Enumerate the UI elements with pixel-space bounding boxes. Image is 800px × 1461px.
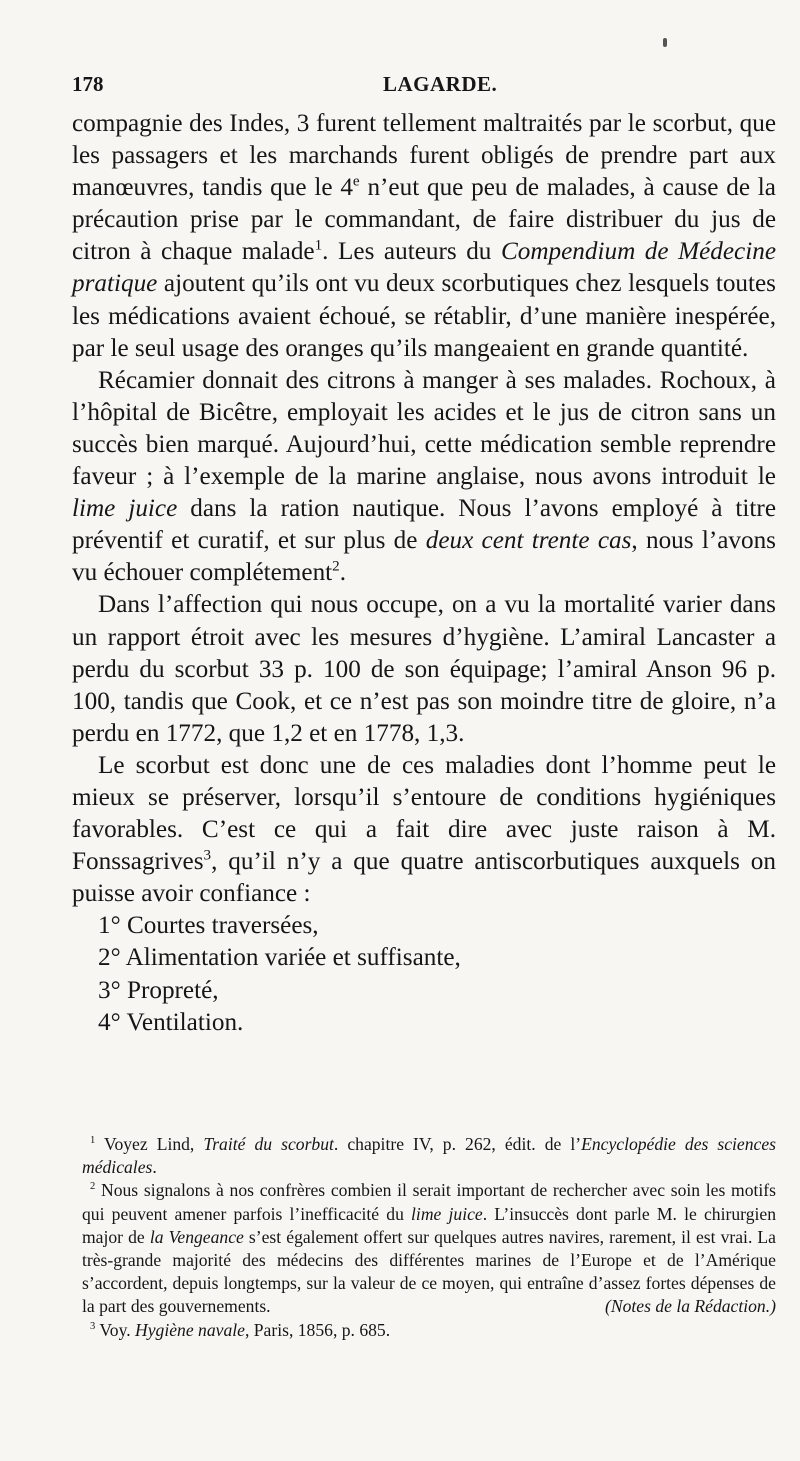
italic-title: Encyclopédie des sciences médicales [82, 1134, 777, 1178]
list-item: 1° Courtes traversées, [98, 912, 319, 940]
text-run: Récamier donnait des citrons à manger à ses malades. Rochoux, à l’hôpital de Bicêtre, employait les acides et le jus de citron sans un succès bien marqué. Aujourd’hui, cette médication semble reprendre faveur ; à l’exemple de la marine anglaise, nous avons introduit le [72, 366, 776, 491]
footnote-number: 3 [90, 1320, 96, 1332]
footnote-number: 2 [90, 1181, 96, 1193]
text-run: Voy. [95, 1319, 136, 1340]
ink-mark [663, 38, 667, 47]
text-run: . [339, 559, 347, 587]
running-title: LAGARDE. [383, 72, 498, 96]
text-run: . L’insuccès dont parle M. le chirurgien major de [82, 1203, 776, 1247]
editorial-note: (Notes de la Rédaction.) [604, 1296, 776, 1317]
text-run: . chapitre IV, p. 262, édit. de l’ [333, 1134, 582, 1154]
footnote-1 [82, 1133, 776, 1179]
text-run: compagnie des Indes, 3 furent tellement maltraités par le scorbut, que les passagers et les marchands furent obligés de prendre part aux manœuvres, tandis que le 4 [72, 110, 776, 202]
text-run: Voyez Lind, [95, 1134, 204, 1154]
italic-title: Hygiène navale [135, 1319, 245, 1340]
footnotes [82, 1133, 776, 1342]
text-run: , qu’il n’y a que quatre antiscorbutiques auxquels on puisse avoir confiance : [72, 848, 776, 908]
page-number: 178 [72, 72, 104, 96]
italic-term: lime juice [72, 495, 178, 523]
text-run: ajoutent qu’ils ont vu deux scorbutiques chez lesquels toutes les médications avaient échoué, se rétablir, d’une manière inespérée, par le seul usage des oranges qu’ils mangeaient en grande quantité. [72, 270, 776, 362]
text-run: s’est également offert sur quelques autres navires, rarement, il est vrai. La très-grande majorité des médecins des différentes marines de l’Europe et de l’Amérique s’accordent, depuis longtemps, sur la valeur de ce moyen, qui entraîne d’assez fortes dépenses de la part des gouvernements. [82, 1226, 776, 1317]
antiscorbutic-list [72, 910, 776, 1038]
text-run: . Les auteurs du [322, 238, 501, 266]
footnote-number: 1 [90, 1135, 96, 1147]
list-item: 2° Alimentation variée et suffisante, [98, 944, 461, 972]
text-run: , Paris, 1856, p. 685. [244, 1319, 391, 1340]
text-run: n’eut que peu de malades, à cause de la précaution prise par le commandant, de faire distribuer du jus de citron à chaque malade [72, 174, 776, 266]
text-run: dans la ration nautique. Nous l’avons employé à titre préventif et curatif, et sur plus de [72, 495, 776, 555]
main-text [72, 108, 776, 1039]
text-run: , nous l’avons vu échouer complétement [72, 527, 776, 587]
paragraph-3: Dans l’affection qui nous occupe, on a vu la mortalité varier dans un rapport étroit avec les mesures d’hygiène. L’amiral Lancaster a perdu du scorbut 33 p. 100 de son équipage; l’amiral Anson 96 p. 100, tandis que Cook, et ce n’est pas son moindre titre de gloire, n’a perdu en 1772, que 1,2 et en 1778, 1,3. [72, 591, 776, 747]
footnote-2 [82, 1179, 776, 1318]
italic-title: Traité du scorbut [203, 1134, 334, 1154]
footnote-ref: 2 [332, 558, 340, 575]
italic-title: Compendium de Médecine pratique [72, 238, 777, 298]
paragraph-4 [72, 750, 776, 910]
list-item: 3° Propreté, [98, 976, 219, 1004]
italic-term: deux cent trente cas [425, 527, 632, 555]
italic-title: la Vengeance [149, 1226, 244, 1247]
paragraph-1 [72, 108, 776, 365]
superscript: e [352, 173, 360, 190]
text-run: Le scorbut est donc une de ces maladies dont l’homme peut le mieux se préserver, lorsqu’il s’entoure de conditions hygiéniques favorables. C’est ce qui a fait dire avec juste raison à M. Fonssagrives [72, 751, 776, 876]
text-run: Nous signalons à nos confrères combien il serait important de rechercher avec soin les motifs qui peuvent amener parfois l’inefficacité du [82, 1180, 776, 1224]
footnote-ref: 3 [203, 847, 212, 864]
footnote-3 [82, 1319, 776, 1342]
italic-term: lime juice [411, 1203, 483, 1224]
list-item: 4° Ventilation. [98, 1008, 244, 1036]
paragraph-2 [72, 365, 776, 590]
page-header [72, 72, 772, 102]
footnote-ref: 1 [314, 237, 323, 254]
text-run: . [152, 1157, 157, 1178]
